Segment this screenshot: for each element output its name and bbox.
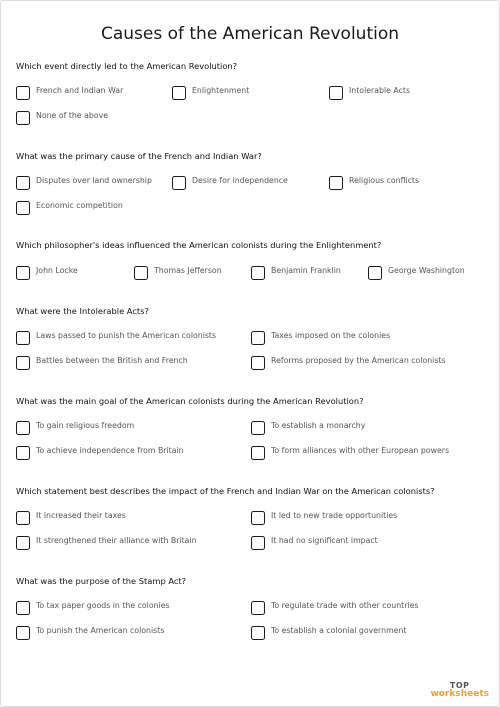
option-label: John Locke xyxy=(36,265,78,275)
option-label: It led to new trade opportunities xyxy=(271,510,398,520)
option-label: To establish a monarchy xyxy=(271,420,366,430)
option-label: To punish the American colonists xyxy=(36,625,165,635)
checkbox[interactable] xyxy=(172,176,186,190)
q7-option-2[interactable] xyxy=(251,600,418,616)
checkbox[interactable] xyxy=(16,626,30,640)
q5-option-1[interactable] xyxy=(16,420,134,436)
option-label: Reforms proposed by the American colonists xyxy=(271,355,446,365)
checkbox[interactable] xyxy=(251,601,265,615)
checkbox[interactable] xyxy=(251,356,265,370)
checkbox[interactable] xyxy=(16,176,30,190)
q7-option-1[interactable] xyxy=(16,600,170,616)
question-3: Which philosopher's ideas influenced the American colonists during the Enlightenment? xyxy=(16,240,382,250)
checkbox[interactable] xyxy=(16,511,30,525)
question-5: What was the main goal of the American colonists during the American Revolution? xyxy=(16,396,364,406)
option-label: Taxes imposed on the colonies xyxy=(271,330,391,340)
checkbox[interactable] xyxy=(16,266,30,280)
checkbox[interactable] xyxy=(329,86,343,100)
q5-option-4[interactable] xyxy=(251,445,449,461)
q1-option-4[interactable] xyxy=(16,110,108,126)
q7-option-3[interactable] xyxy=(16,625,164,641)
q1-option-1[interactable] xyxy=(16,85,123,101)
checkbox[interactable] xyxy=(251,536,265,550)
q6-option-2[interactable] xyxy=(251,510,397,526)
q2-option-3[interactable] xyxy=(329,175,419,191)
option-label: Intolerable Acts xyxy=(349,85,411,95)
option-label: To establish a colonial government xyxy=(271,625,407,635)
checkbox[interactable] xyxy=(16,536,30,550)
option-label: Benjamin Franklin xyxy=(271,265,341,275)
q6-option-1[interactable] xyxy=(16,510,126,526)
checkbox[interactable] xyxy=(251,331,265,345)
checkbox[interactable] xyxy=(251,511,265,525)
checkbox[interactable] xyxy=(329,176,343,190)
checkbox[interactable] xyxy=(16,446,30,460)
q2-option-1[interactable] xyxy=(16,175,152,191)
question-4: What were the Intolerable Acts? xyxy=(16,306,149,316)
topworksheets-logo xyxy=(430,682,489,699)
checkbox[interactable] xyxy=(251,266,265,280)
logo-top-text: TOP xyxy=(449,681,470,690)
q3-option-2[interactable] xyxy=(134,265,222,281)
q5-option-2[interactable] xyxy=(251,420,365,436)
checkbox[interactable] xyxy=(16,201,30,215)
option-label: It increased their taxes xyxy=(36,510,126,520)
option-label: Desire for independence xyxy=(192,175,288,185)
question-1: Which event directly led to the American Revolution? xyxy=(16,61,238,71)
q2-option-2[interactable] xyxy=(172,175,288,191)
checkbox[interactable] xyxy=(16,111,30,125)
option-label: It strengthened their alliance with Britain xyxy=(36,535,197,545)
q7-option-4[interactable] xyxy=(251,625,406,641)
q5-option-3[interactable] xyxy=(16,445,184,461)
q4-option-3[interactable] xyxy=(16,355,188,371)
option-label: To gain religious freedom xyxy=(36,420,135,430)
option-label: To tax paper goods in the colonies xyxy=(36,600,170,610)
option-label: George Washington xyxy=(388,265,465,275)
option-label: Thomas Jefferson xyxy=(154,265,222,275)
checkbox[interactable] xyxy=(172,86,186,100)
q3-option-4[interactable] xyxy=(368,265,465,281)
option-label: Enlightenment xyxy=(192,85,250,95)
q6-option-4[interactable] xyxy=(251,535,378,551)
q3-option-3[interactable] xyxy=(251,265,341,281)
logo-worksheets-text: worksheets xyxy=(430,689,489,699)
checkbox[interactable] xyxy=(16,331,30,345)
q4-option-1[interactable] xyxy=(16,330,216,346)
question-6: Which statement best describes the impact of the French and Indian War on the American colonists? xyxy=(16,486,435,496)
option-label: It had no significant impact xyxy=(271,535,378,545)
option-label: Religious conflicts xyxy=(349,175,420,185)
option-label: Disputes over land ownership xyxy=(36,175,152,185)
q4-option-4[interactable] xyxy=(251,355,446,371)
checkbox[interactable] xyxy=(251,446,265,460)
q1-option-3[interactable] xyxy=(329,85,410,101)
q3-option-1[interactable] xyxy=(16,265,78,281)
option-label: To achieve independence from Britain xyxy=(36,445,184,455)
q1-option-2[interactable] xyxy=(172,85,249,101)
checkbox[interactable] xyxy=(16,86,30,100)
option-label: Economic competition xyxy=(36,200,123,210)
checkbox[interactable] xyxy=(16,421,30,435)
checkbox[interactable] xyxy=(134,266,148,280)
checkbox[interactable] xyxy=(16,601,30,615)
option-label: Laws passed to punish the American colonists xyxy=(36,330,217,340)
option-label: Battles between the British and French xyxy=(36,355,188,365)
q6-option-3[interactable] xyxy=(16,535,197,551)
option-label: To regulate trade with other countries xyxy=(271,600,419,610)
page-title: Causes of the American Revolution xyxy=(100,24,400,44)
checkbox[interactable] xyxy=(16,356,30,370)
checkbox[interactable] xyxy=(251,626,265,640)
question-2: What was the primary cause of the French and Indian War? xyxy=(16,151,262,161)
option-label: French and Indian War xyxy=(36,85,124,95)
option-label: To form alliances with other European powers xyxy=(271,445,450,455)
q2-option-4[interactable] xyxy=(16,200,123,216)
checkbox[interactable] xyxy=(251,421,265,435)
checkbox[interactable] xyxy=(368,266,382,280)
question-7: What was the purpose of the Stamp Act? xyxy=(16,576,187,586)
q4-option-2[interactable] xyxy=(251,330,390,346)
option-label: None of the above xyxy=(36,110,108,120)
